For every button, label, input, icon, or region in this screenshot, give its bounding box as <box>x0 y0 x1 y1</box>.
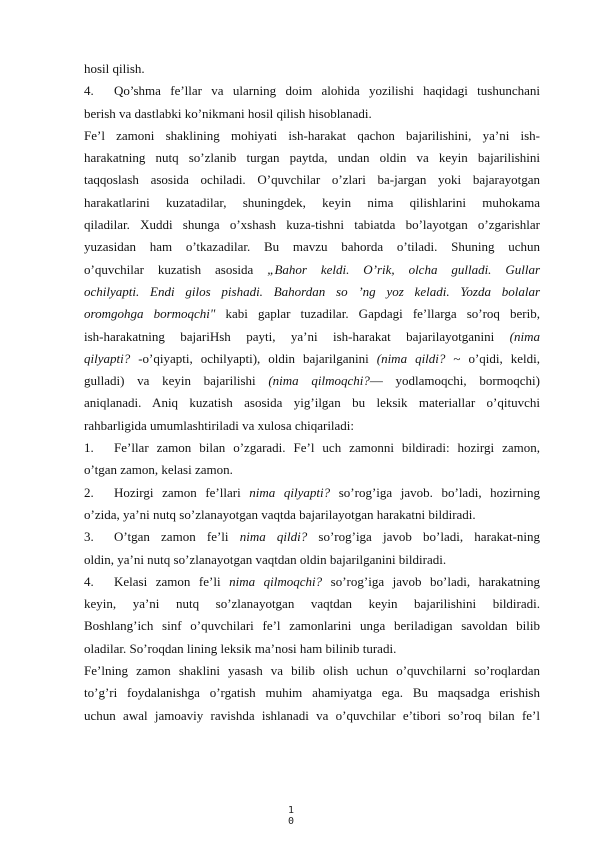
text-line <box>84 281 540 303</box>
text-line <box>84 214 540 236</box>
text-line <box>84 259 540 281</box>
italic-text: „Bahor keldi. O’rik, olcha gulladi. Gullar <box>267 261 541 277</box>
text-line <box>84 437 540 459</box>
text-span: — yodlamoqchi, bormoqchi) <box>369 373 540 389</box>
text-line <box>84 303 540 325</box>
text-line <box>84 370 540 392</box>
text-line <box>84 192 540 214</box>
text-line <box>84 58 540 80</box>
text-line <box>84 482 540 504</box>
italic-text: (nima <box>509 328 540 344</box>
text-span: o’tgan zamon, kelasi zamon. <box>84 462 233 478</box>
text-line <box>84 615 540 637</box>
list-number: 4. <box>84 573 94 589</box>
text-span: ish-harakatning bajariHsh payti, ya’ni ish-harakat bajarilayotganini <box>84 328 510 344</box>
list-number: 4. <box>84 83 94 99</box>
text-span: taqqoslash asosida ochiladi. O’quvchilar o’zlari ba-jargan yoki bajarayotgan <box>84 172 540 188</box>
text-span: so’rog’iga javob. bo’ladi, hozirning <box>330 484 540 500</box>
text-line <box>84 571 540 593</box>
page-number-digit: 1 <box>287 805 295 816</box>
text-span: ~ o’qidi, keldi, <box>445 350 540 366</box>
text-span: Qo’shma fe’llar va ularning doim alohida yozilishi haqidagi tushunchani <box>114 83 540 99</box>
text-line <box>84 682 540 704</box>
text-line <box>84 705 540 727</box>
text-span: Boshlang’ich sinf o’quvchilari fe’l zamonlarini unga beriladigan savoldan bilib <box>84 618 540 634</box>
text-span: O’tgan zamon fe’li <box>114 529 240 545</box>
text-span: kabi gaplar tuzadilar. Gapdagi fe’llarga so’roq berib, <box>215 306 541 322</box>
text-span: o’zida, ya’ni nutq so’zlanayotgan vaqtda bajarilayotgan harakatni bildiradi. <box>84 506 476 522</box>
text-span: keyin, ya’ni nutq so’zlanayotgan vaqtdan keyin bajarilishini bildiradi. <box>84 596 540 612</box>
text-span: so’rog’iga javob bo’ladi, harakat-ning <box>307 529 540 545</box>
text-span: harakatning nutq so’zlanib turgan paytda, undan oldin va keyin bajarilishini <box>84 150 540 166</box>
text-line <box>84 103 540 125</box>
text-line <box>84 125 540 147</box>
text-span: Fe’l zamoni shaklining mohiyati ish-harakat qachon bajarilishini, ya’ni ish- <box>84 127 540 143</box>
text-span: uchun awal jamoaviy ravishda ishlanadi va o’quvchilar e’tibori so’roq bilan fe’l <box>84 707 540 723</box>
text-span: gulladi) va keyin bajarilishi <box>84 373 269 389</box>
text-span: aniqlanadi. Aniq kuzatish asosida yig’ilgan bu leksik materiallar o’qituvchi <box>84 395 540 411</box>
text-line <box>84 549 540 571</box>
text-span: -o’qiyapti, ochilyapti), oldin bajarilganini <box>130 350 377 366</box>
text-line <box>84 169 540 191</box>
italic-text: (nima qildi? <box>376 350 446 366</box>
text-span: oladilar. So’roqdan lining leksik ma’nosi ham bilinib turadi. <box>84 640 397 656</box>
text-line <box>84 593 540 615</box>
text-line <box>84 459 540 481</box>
list-number: 1. <box>84 440 94 456</box>
text-span: to’g’ri foydalanishga o’rgatish muhim ahamiyatga ega. Bu maqsadga erishish <box>84 685 540 701</box>
text-line <box>84 660 540 682</box>
italic-text: ochilyapti. Endi gilos pishadi. Bahordan so ’ng yoz keladi. Yozda bolalar <box>84 283 540 299</box>
text-line <box>84 236 540 258</box>
text-line <box>84 326 540 348</box>
text-span: so’rog’iga javob bo’ladi, harakatning <box>322 573 541 589</box>
text-line <box>84 415 540 437</box>
text-span: harakatlarini kuzatadilar, shuningdek, keyin nima qilishlarini muhokama <box>84 194 540 210</box>
text-span: Kelasi zamon fe’li <box>114 573 230 589</box>
text-line <box>84 147 540 169</box>
italic-text: qilyapti? <box>84 350 131 366</box>
text-span: qiladilar. Xuddi shunga o’xshash kuza-tishni tabiatda bo’layotgan o’zgarishlar <box>84 217 540 233</box>
text-line <box>84 638 540 660</box>
text-span: hosil qilish. <box>84 61 145 76</box>
text-line <box>84 526 540 548</box>
text-span: Fe’lning zamon shaklini yasash va bilib olish uchun o’quvchilarni so’roqlardan <box>84 663 540 679</box>
page-number-digit: 0 <box>287 816 295 827</box>
text-span: o’quvchilar kuzatish asosida <box>84 261 268 277</box>
italic-text: oromgohga bormoqchi" <box>84 306 216 322</box>
italic-text: (nima qilmoqchi? <box>268 373 370 389</box>
text-span: berish va dastlabki ko’nikmani hosil qilish hisoblanadi. <box>84 105 372 121</box>
text-line <box>84 504 540 526</box>
text-span: Hozirgi zamon fe’llari <box>114 484 250 500</box>
document-body <box>84 58 540 727</box>
text-line <box>84 392 540 414</box>
italic-text: nima qildi? <box>239 529 308 545</box>
text-line <box>84 80 540 102</box>
text-span: oldin, ya’ni nutq so’zlanayotgan vaqtdan oldin bajarilganini bildiradi. <box>84 551 447 567</box>
text-line <box>84 348 540 370</box>
italic-text: nima qilmoqchi? <box>229 573 323 589</box>
text-span: Fe’llar zamon bilan o’zgaradi. Fe’l uch zamonni bildiradi: hozirgi zamon, <box>114 440 540 456</box>
list-number: 2. <box>84 484 94 500</box>
italic-text: nima qilyapti? <box>249 484 331 500</box>
list-number: 3. <box>84 529 94 545</box>
text-span: yuzasidan ham o’tkazadilar. Bu mavzu bahorda o’tiladi. Shuning uchun <box>84 239 540 255</box>
text-span: rahbarligida umumlashtiriladi va xulosa chiqariladi: <box>84 417 355 433</box>
page-number <box>286 805 296 827</box>
